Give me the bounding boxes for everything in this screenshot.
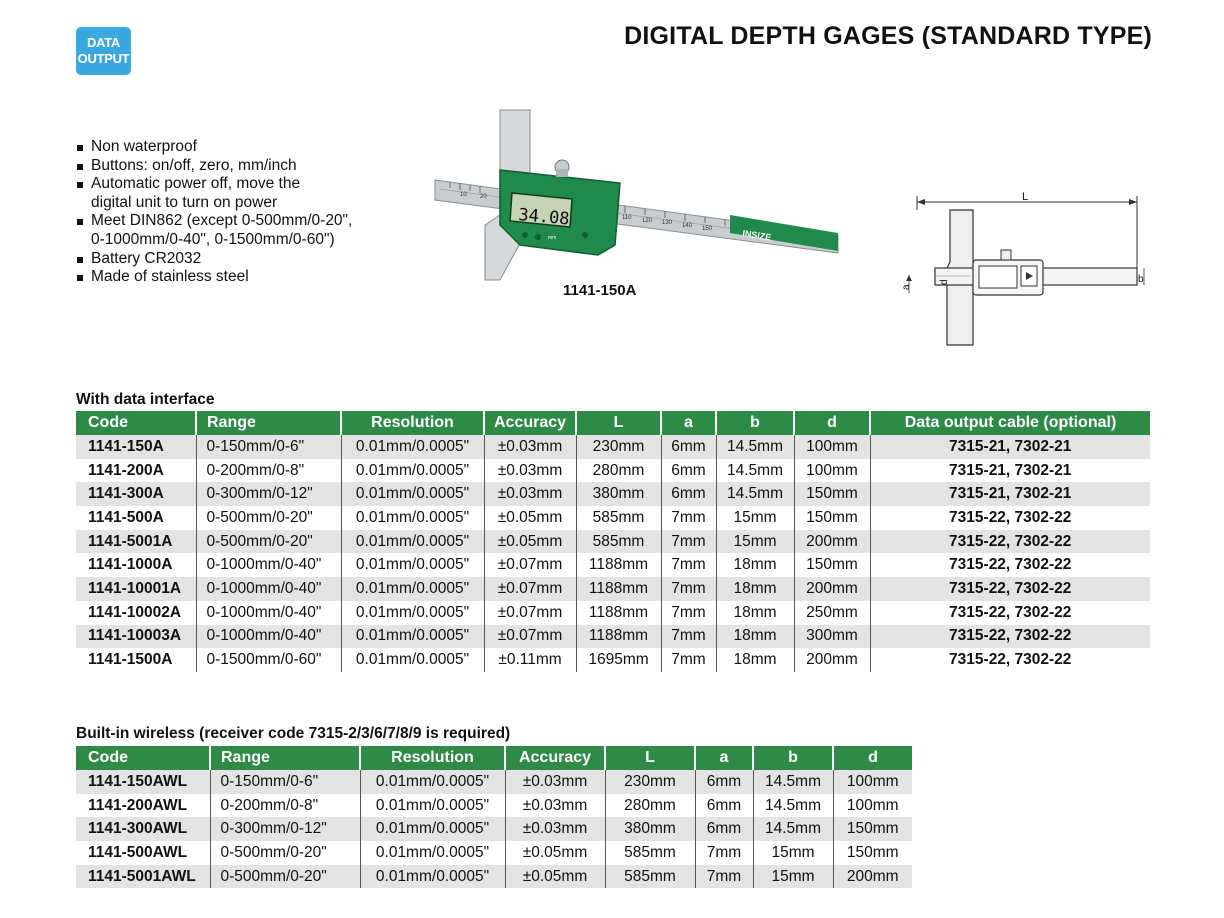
badge-line-1: DATA [87,35,120,50]
table-row [76,506,1150,530]
table-header-row [76,411,1150,435]
table-cell: 0-1000mm/0-40" [196,601,341,625]
table-row [76,601,1150,625]
table-cell: 7315-22, 7302-22 [870,625,1150,649]
table-cell: 0-150mm/0-6" [196,435,341,459]
table-cell: 0.01mm/0.0005" [341,459,484,483]
table-cell: 7315-21, 7302-21 [870,459,1150,483]
table-cell: 585mm [576,530,661,554]
table-cell: ±0.07mm [484,577,576,601]
table-cell: 0-1500mm/0-60" [196,648,341,672]
column-header: L [576,411,661,435]
table-row [76,577,1150,601]
table-cell: 1141-5001A [76,530,196,554]
table-cell: ±0.03mm [505,770,605,794]
table-cell: ±0.05mm [505,841,605,865]
table-cell: 0.01mm/0.0005" [341,435,484,459]
column-header: Data output cable (optional) [870,411,1150,435]
table-cell: 1141-10001A [76,577,196,601]
table-cell: 1188mm [576,601,661,625]
dimension-drawing [895,190,1155,350]
scale-number: 120 [642,218,653,224]
table-cell: 7mm [661,506,716,530]
table-cell: 280mm [576,459,661,483]
lcd-reading: 34.08 [517,205,571,230]
table-cell: 7315-22, 7302-22 [870,553,1150,577]
table-cell: 7315-22, 7302-22 [870,530,1150,554]
table-row [76,794,912,818]
table-row [76,817,912,841]
table-cell: 6mm [661,482,716,506]
table-cell: ±0.07mm [484,553,576,577]
scale-number: 140 [682,223,693,229]
table2-title: Built-in wireless (receiver code 7315-2/3/6/7/8/9 is required) [76,725,511,742]
table-cell: 7mm [661,625,716,649]
table-cell: 230mm [576,435,661,459]
table-cell: 7mm [661,577,716,601]
table-cell: ±0.05mm [484,530,576,554]
table-cell: 0.01mm/0.0005" [360,794,505,818]
data-output-badge [76,27,131,75]
table-cell: 0.01mm/0.0005" [341,482,484,506]
table-cell: 1141-10002A [76,601,196,625]
table-cell: 150mm [794,506,870,530]
table-cell: 1141-1500A [76,648,196,672]
feature-item: Non waterproof [76,138,352,157]
table-cell: 0-300mm/0-12" [196,482,341,506]
table-cell: 0.01mm/0.0005" [341,530,484,554]
table-row [76,648,1150,672]
feature-item: Made of stainless steel [76,268,352,287]
photo-caption: 1141-150A [563,282,637,299]
table-row [76,865,912,889]
table-cell: 585mm [605,841,695,865]
table-cell: 250mm [794,601,870,625]
table1-title: With data interface [76,391,215,408]
table-cell: 0-500mm/0-20" [196,530,341,554]
feature-list [76,138,352,287]
table-cell: 7mm [661,648,716,672]
table-cell: 0-300mm/0-12" [210,817,360,841]
table-cell: 1188mm [576,625,661,649]
table-row [76,625,1150,649]
table-cell: 1188mm [576,553,661,577]
table-cell: 585mm [605,865,695,889]
table-cell: 200mm [794,577,870,601]
table-cell: 18mm [716,553,794,577]
table-cell: 14.5mm [753,817,833,841]
column-header: a [695,746,753,770]
table-cell: 0.01mm/0.0005" [341,577,484,601]
table-cell: ±0.07mm [484,625,576,649]
table-cell: 1188mm [576,577,661,601]
table-cell: 100mm [794,435,870,459]
table-cell: 0-1000mm/0-40" [196,577,341,601]
table-cell: ±0.03mm [505,794,605,818]
column-header: b [716,411,794,435]
brand-logo: INSIZE [741,228,772,243]
table-cell: 1141-500A [76,506,196,530]
feature-item: Meet DIN862 (except 0-500mm/0-20", 0-1000mm/0-40", 0-1500mm/0-60") [76,212,352,249]
table-cell: 0-500mm/0-20" [210,841,360,865]
table-cell: 7315-21, 7302-21 [870,482,1150,506]
table-cell: 0-200mm/0-8" [196,459,341,483]
table-cell: 1141-300AWL [76,817,210,841]
table-cell: 200mm [794,530,870,554]
table-cell: 6mm [695,794,753,818]
scale-number: 20 [480,194,487,200]
table-row [76,770,912,794]
table-cell: 14.5mm [753,770,833,794]
unit-label: mm [548,235,557,241]
column-header: d [833,746,912,770]
table-row [76,553,1150,577]
column-header: Range [196,411,341,435]
product-photo [430,105,850,285]
table-cell: 7315-22, 7302-22 [870,601,1150,625]
table-cell: 1141-10003A [76,625,196,649]
column-header: Code [76,746,210,770]
table-cell: 200mm [833,865,912,889]
table-cell: 14.5mm [716,435,794,459]
column-header: Accuracy [505,746,605,770]
table-cell: ±0.05mm [484,506,576,530]
table-cell: 0.01mm/0.0005" [341,601,484,625]
table-cell: 0-150mm/0-6" [210,770,360,794]
dim-label-L: L [1022,191,1029,203]
table-cell: 1141-200AWL [76,794,210,818]
table-cell: 7315-22, 7302-22 [870,506,1150,530]
scale-number: 10 [460,192,467,198]
feature-item: Buttons: on/off, zero, mm/inch [76,157,352,176]
column-header: b [753,746,833,770]
table-cell: 7315-22, 7302-22 [870,577,1150,601]
table-cell: 0.01mm/0.0005" [360,841,505,865]
table-cell: 0-1000mm/0-40" [196,625,341,649]
table-cell: 15mm [716,530,794,554]
wireless-table [76,746,912,888]
table-cell: 0-200mm/0-8" [210,794,360,818]
table-cell: 0.01mm/0.0005" [360,770,505,794]
table-cell: 150mm [794,553,870,577]
table-cell: ±0.05mm [505,865,605,889]
scale-number: 150 [702,226,713,232]
column-header: d [794,411,870,435]
table-cell: 380mm [605,817,695,841]
table-row [76,841,912,865]
button-icon [535,234,541,240]
table-cell: 7mm [695,865,753,889]
table-cell: 15mm [753,841,833,865]
column-header: a [661,411,716,435]
table-cell: 150mm [833,841,912,865]
table-cell: ±0.07mm [484,601,576,625]
table-cell: 6mm [695,770,753,794]
column-header: Resolution [341,411,484,435]
table-header-row [76,746,912,770]
table-cell: ±0.03mm [505,817,605,841]
table-cell: 0.01mm/0.0005" [341,648,484,672]
table-cell: 100mm [833,794,912,818]
table-cell: 0.01mm/0.0005" [341,625,484,649]
table-cell: 0.01mm/0.0005" [341,553,484,577]
dim-label-b: b [1138,274,1144,285]
feature-item: Automatic power off, move the digital unit to turn on power [76,175,352,212]
column-header: L [605,746,695,770]
table-cell: 1141-150AWL [76,770,210,794]
table-row [76,435,1150,459]
scale-number: 110 [622,215,632,221]
table-cell: 1141-5001AWL [76,865,210,889]
table-cell: 1141-1000A [76,553,196,577]
table-cell: 0.01mm/0.0005" [360,865,505,889]
table-cell: 200mm [794,648,870,672]
table-cell: 7mm [695,841,753,865]
table-cell: ±0.03mm [484,482,576,506]
table-cell: 7315-21, 7302-21 [870,435,1150,459]
table-row [76,530,1150,554]
dim-label-a: a [901,284,912,290]
table-cell: 300mm [794,625,870,649]
column-header: Accuracy [484,411,576,435]
table-cell: ±0.03mm [484,435,576,459]
table-cell: ±0.11mm [484,648,576,672]
column-header: Range [210,746,360,770]
table-cell: 0-1000mm/0-40" [196,553,341,577]
table-cell: 585mm [576,506,661,530]
data-interface-table [76,411,1150,672]
table-cell: 18mm [716,625,794,649]
dim-label-d: d [939,279,950,285]
column-header: Code [76,411,196,435]
button-icon [582,232,588,238]
page-title: DIGITAL DEPTH GAGES (STANDARD TYPE) [624,22,1152,50]
table-cell: 7mm [661,553,716,577]
table-cell: 100mm [794,459,870,483]
table-cell: 15mm [716,506,794,530]
table-cell: 6mm [661,435,716,459]
table-cell: 7mm [661,530,716,554]
table-cell: 1141-300A [76,482,196,506]
table-cell: 6mm [661,459,716,483]
table-cell: 150mm [833,817,912,841]
feature-item: Battery CR2032 [76,250,352,269]
badge-line-2: OUTPUT [77,51,130,66]
table-cell: 1141-200A [76,459,196,483]
table-cell: 0.01mm/0.0005" [360,817,505,841]
table-row [76,482,1150,506]
table-cell: 6mm [695,817,753,841]
table-cell: 18mm [716,601,794,625]
button-icon [522,232,528,238]
table-cell: 100mm [833,770,912,794]
table-cell: 18mm [716,648,794,672]
table-cell: 7mm [661,601,716,625]
table-cell: 0.01mm/0.0005" [341,506,484,530]
table-cell: 1141-150A [76,435,196,459]
table-cell: 14.5mm [753,794,833,818]
table-cell: 0-500mm/0-20" [196,506,341,530]
table-cell: 15mm [753,865,833,889]
table-cell: 380mm [576,482,661,506]
table-cell: 14.5mm [716,459,794,483]
table-cell: 7315-22, 7302-22 [870,648,1150,672]
column-header: Resolution [360,746,505,770]
scale-number: 130 [662,220,673,226]
table-cell: 0-500mm/0-20" [210,865,360,889]
table-cell: 14.5mm [716,482,794,506]
table-cell: 1141-500AWL [76,841,210,865]
table-cell: ±0.03mm [484,459,576,483]
table-cell: 280mm [605,794,695,818]
table-cell: 150mm [794,482,870,506]
table-cell: 18mm [716,577,794,601]
table-row [76,459,1150,483]
table-cell: 1695mm [576,648,661,672]
table-cell: 230mm [605,770,695,794]
